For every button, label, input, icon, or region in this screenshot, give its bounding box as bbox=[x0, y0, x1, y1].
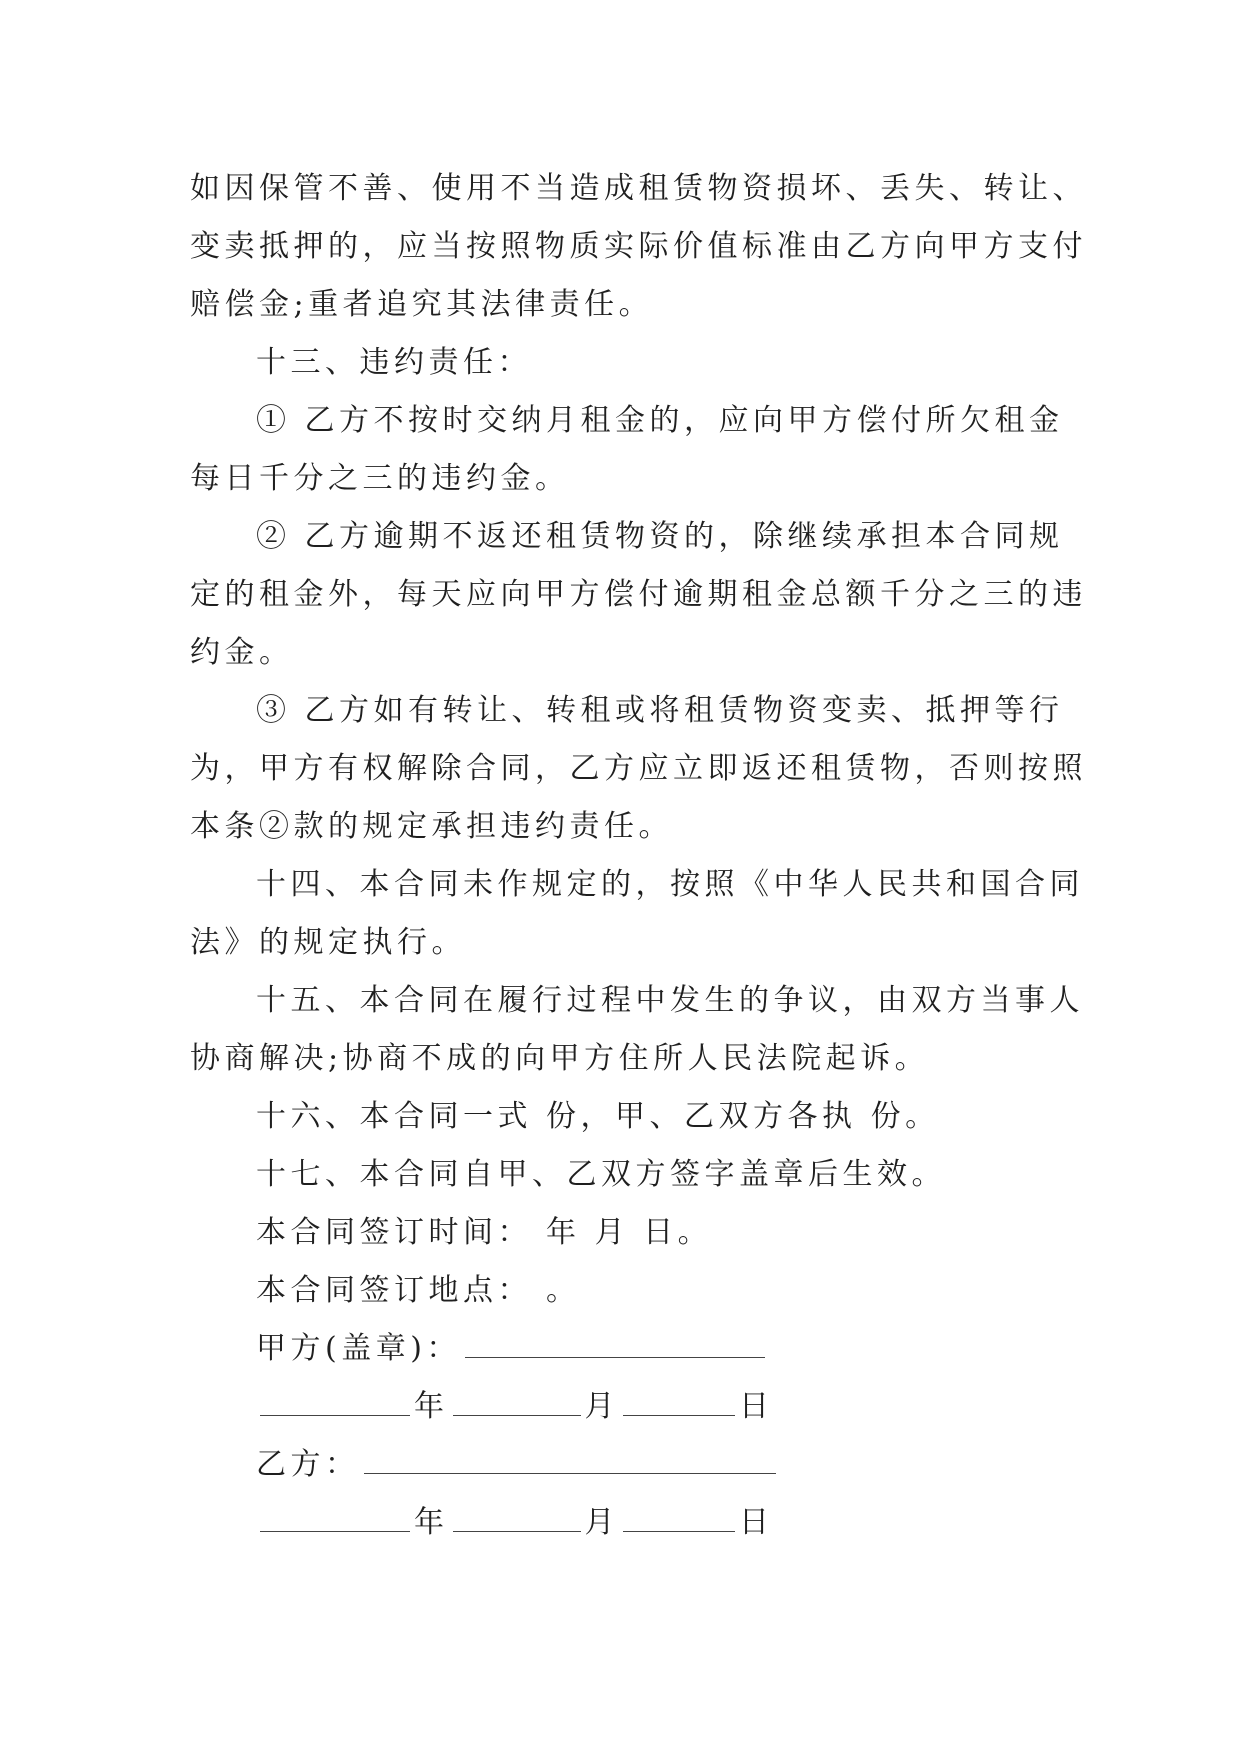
paragraph-line: 赔偿金;重者追究其法律责任。 bbox=[190, 287, 654, 322]
month-blank bbox=[453, 1505, 581, 1532]
month-label: 月 bbox=[584, 1389, 619, 1424]
signing-place: 本合同签订地点： 。 bbox=[256, 1273, 581, 1308]
section-13-item-1: ① 乙方不按时交纳月租金的，应向甲方偿付所欠租金 bbox=[256, 403, 1064, 438]
section-16: 十六、本合同一式 份，甲、乙双方各执 份。 bbox=[256, 1099, 940, 1134]
party-a-label: 甲方(盖章)： bbox=[256, 1331, 461, 1366]
signing-time: 本合同签订时间： 年 月 日。 bbox=[256, 1215, 713, 1250]
party-a-signature-line bbox=[465, 1331, 765, 1358]
section-13-item-2-cont: 定的租金外，每天应向甲方偿付逾期租金总额千分之三的违 bbox=[190, 577, 1087, 612]
paragraph-line: 如因保管不善、使用不当造成租赁物资损坏、丢失、转让、 bbox=[190, 171, 1087, 206]
paragraph-line: 变卖抵押的，应当按照物质实际价值标准由乙方向甲方支付 bbox=[190, 229, 1087, 264]
section-13-title: 十三、违约责任： bbox=[256, 345, 532, 380]
party-b-date bbox=[190, 1494, 1070, 1552]
section-15-cont: 协商解决;协商不成的向甲方住所人民法院起诉。 bbox=[190, 1041, 930, 1076]
section-13-item-3-cont: 本条②款的规定承担违约责任。 bbox=[190, 809, 673, 844]
day-blank bbox=[623, 1505, 735, 1532]
year-label: 年 bbox=[414, 1505, 449, 1540]
party-a-signature bbox=[190, 1320, 1070, 1378]
party-a-date bbox=[190, 1378, 1070, 1436]
day-label: 日 bbox=[739, 1505, 774, 1540]
day-blank bbox=[623, 1389, 735, 1416]
section-15: 十五、本合同在履行过程中发生的争议，由双方当事人 bbox=[256, 983, 1084, 1018]
party-b-signature-line bbox=[364, 1447, 776, 1474]
month-blank bbox=[453, 1389, 581, 1416]
section-13-item-3: ③ 乙方如有转让、转租或将租赁物资变卖、抵押等行 bbox=[256, 693, 1064, 728]
section-14-cont: 法》的规定执行。 bbox=[190, 925, 466, 960]
section-14: 十四、本合同未作规定的，按照《中华人民共和国合同 bbox=[256, 867, 1084, 902]
year-blank bbox=[260, 1505, 410, 1532]
document-body bbox=[190, 160, 1087, 1552]
section-13-item-3-cont: 为，甲方有权解除合同，乙方应立即返还租赁物，否则按照 bbox=[190, 751, 1087, 786]
month-label: 月 bbox=[584, 1505, 619, 1540]
section-13-item-2-cont: 约金。 bbox=[190, 635, 294, 670]
party-b-signature bbox=[190, 1436, 1070, 1494]
year-label: 年 bbox=[414, 1389, 449, 1424]
section-13-item-1-cont: 每日千分之三的违约金。 bbox=[190, 461, 570, 496]
year-blank bbox=[260, 1389, 410, 1416]
party-b-label: 乙方： bbox=[256, 1447, 360, 1482]
section-13-item-2: ② 乙方逾期不返还租赁物资的，除继续承担本合同规 bbox=[256, 519, 1064, 554]
section-17: 十七、本合同自甲、乙双方签字盖章后生效。 bbox=[256, 1157, 946, 1192]
day-label: 日 bbox=[739, 1389, 774, 1424]
